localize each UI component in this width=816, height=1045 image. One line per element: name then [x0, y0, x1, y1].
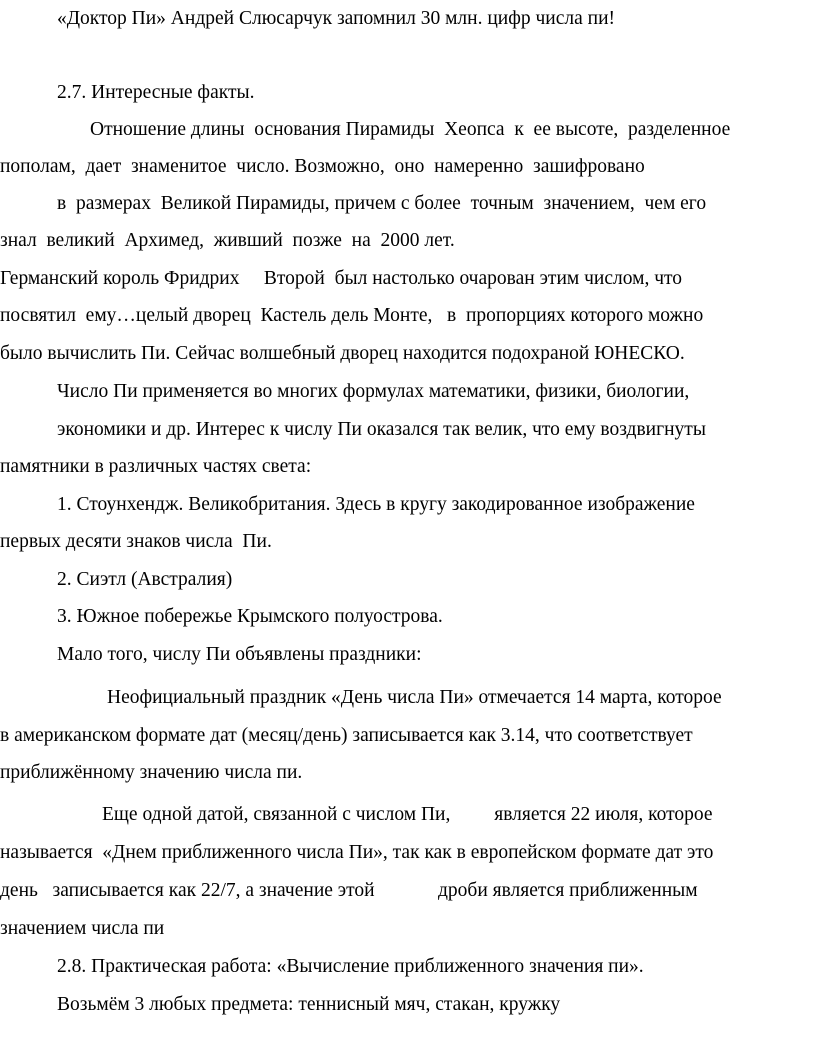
text-line-10: Число Пи применяется во многих формулах математики, физики, биологии, [57, 381, 690, 402]
text-line-11: экономики и др. Интерес к числу Пи оказался так велик, что ему воздвигнуты [57, 419, 706, 440]
text-line-12: памятники в различных частях света: [0, 456, 312, 477]
list-item-1: 1. Стоунхендж. Великобритания. Здесь в кругу закодированное изображение [57, 494, 695, 515]
text-line-23: день записывается как 22/7, а значение этой дроби является приближенным [0, 880, 698, 901]
text-line-9: было вычислить Пи. Сейчас волшебный дворец находится подохраной ЮНЕСКО. [0, 343, 685, 364]
list-item-2: 2. Сиэтл (Австралия) [57, 569, 233, 590]
text-line-19: в американском формате дат (месяц/день) записывается как 3.14, что соответствует [0, 725, 693, 746]
text-line-24: значением числа пи [0, 918, 165, 939]
text-line-6: знал великий Архимед, живший позже на 2000 лет. [0, 230, 455, 251]
text-line-14: первых десяти знаков числа Пи. [0, 531, 272, 552]
text-line-5: в размерах Великой Пирамиды, причем с более точным значением, чем его [57, 193, 707, 214]
text-line-26: Возьмём 3 любых предмета: теннисный мяч, стакан, кружку [57, 994, 561, 1015]
list-item-3: 3. Южное побережье Крымского полуострова. [57, 606, 443, 627]
text-line-7: Германский король Фридрих Второй был настолько очарован этим числом, что [0, 268, 683, 289]
text-line-8: посвятил ему…целый дворец Кастель дель Монте, в пропорциях которого можно [0, 305, 704, 326]
text-line-4: пополам, дает знаменитое число. Возможно, оно намеренно зашифровано [0, 156, 645, 177]
text-line-22: называется «Днем приближенного числа Пи», так как в европейском формате дат это [0, 842, 714, 863]
text-line-21: Еще одной датой, связанной с числом Пи, является 22 июля, которое [102, 804, 713, 825]
text-line-17: Мало того, числу Пи объявлены праздники: [57, 644, 422, 665]
text-line-3: Отношение длины основания Пирамиды Хеопса к ее высоте, разделенное [90, 119, 731, 140]
text-line-1: «Доктор Пи» Андрей Слюсарчук запомнил 30 млн. цифр числа пи! [57, 8, 615, 29]
text-line-18: Неофициальный праздник «День числа Пи» отмечается 14 марта, которое [107, 687, 722, 708]
section-heading-2-7: 2.7. Интересные факты. [57, 82, 255, 103]
section-heading-2-8: 2.8. Практическая работа: «Вычисление приближенного значения пи». [57, 956, 644, 977]
text-line-20: приближённому значению числа пи. [0, 762, 303, 783]
